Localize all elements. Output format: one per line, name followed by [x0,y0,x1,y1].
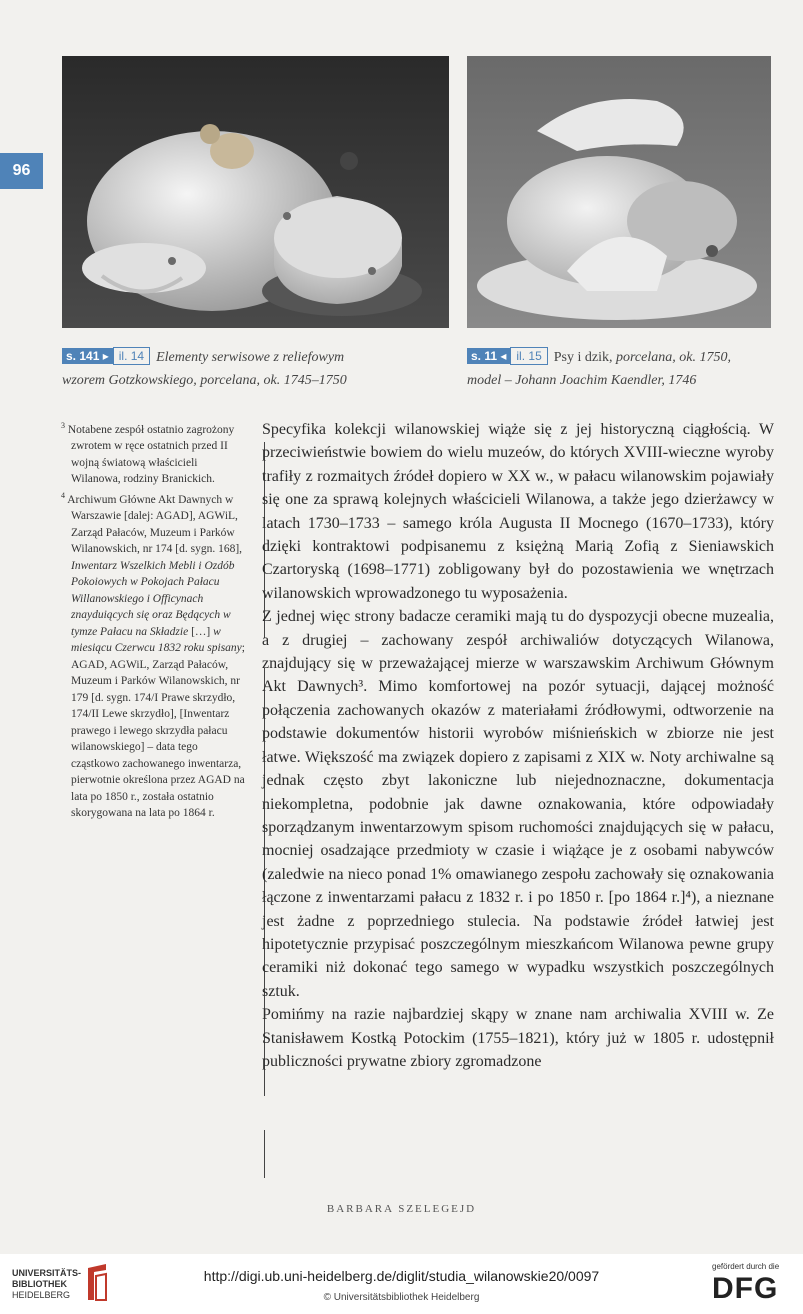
permalink-url[interactable]: http://digi.ub.uni-heidelberg.de/diglit/studia_wilanowskie20/0097 [203,1268,600,1284]
caption-text-italic: porcelana, ok. 1750, [615,350,731,365]
caption-text-line2: model – Johann Joachim Kaendler, 1746 [467,373,697,388]
illustration-number: il. 14 [113,347,150,365]
body-text [262,418,774,1073]
figure-caption-14 [62,346,452,392]
page-reference-link[interactable]: s. 11 ◂ [467,348,510,364]
page-reference-link[interactable]: s. 141 ▸ [62,348,113,364]
dogs-and-boar-image [467,56,771,328]
footnote-3: $^3$ Notabene zespół ostatnio zagrożony zwrotem w ręce ostatnich przed II wojną światową właścicieli Wilanowa, rodziny Branickich. [61,421,235,486]
dfg-logo: DFG [712,1272,779,1305]
figure-photo-porcelain-service [62,56,449,328]
library-logo: UNIVERSITÄTS- BIBLIOTHEK HEIDELBERG [12,1268,82,1300]
running-footer-author: BARBARA SZELEGEJD [326,1203,477,1215]
footnote-4: $^4$ Archiwum Główne Akt Dawnych w Warszawie [dalej: AGAD], AGWiL, Zarząd Pałaców, Muzeum i Parków Wilanowskich, nr 174 [d. sygn. 168], Inwentarz Wszelkich Mebli i Ozdób Pokoiowych w Pokojach Pałacu Willanowskiego i Officynach znayduiących się oraz Będących w tymze Pałacu na Składzie […] w miesiącu Czerwcu 1832 roku spisany; AGAD, AGWiL, Zarząd Pałaców, Muzeum i Parków Wilanowskich, nr 179 [d. sygn. 174/I Prawe skrzydło, 174/II Lewe skrzydło], [Inwentarz prawego i lewego skrzydła pałacu wilanowskiego] – data tego cząstkowo zachowanego inwentarza, pierwotnie określona przez AGAD na lata po 1850 r., została ostatnio skorygowana na lata po 1864 r. [61,490,245,820]
caption-text-line2: wzorem Gotzkowskiego, porcelana, ok. 1745–1750 [62,373,347,388]
paragraph-rule [264,1130,265,1178]
porcelain-service-image [62,56,449,328]
footnotes [61,418,247,822]
caption-text-line1: Elementy serwisowe z reliefowym [156,350,345,365]
illustration-number: il. 15 [510,347,547,365]
paragraph: Z jednej więc strony badacze ceramiki mają tu do dyspozycji obecne muzealia, a z drugiej – zachowany zespół archiwaliów dotyczących Wilanowa, znajdujący się w przeważającej mierze w warszawskim Archiwum Głównym Akt Dawnych³. Mimo komfortowej na pozór sytuacji, dającej możność połączenia zachowanych okazów z materiałami źródłowymi, odtworzenie na podstawie dokumentów historii wyrobów miśnieńskich w zbiorze nie jest łatwe. Większość ma związek dopiero z zapisami z XIX w. Noty archiwalne są jednak często zbyt lakoniczne lub niejednoznaczne, dokumentacja niekompletna, podobnie jak dawne oznakowania, które odpowiadały sporządzanym inwentarzowym spisom ruchomości znajdujących się w pałacu, mocniej osadzające przedmioty w czasie i wiążące je z osobami nabywców (zaledwie na nieco ponad 1% omawianego zespołu zachowały się oznakowania łączone z inwentarzami pałacu z 1832 r. i po 1850 r. [po 1864 r.]⁴), a nieznane jest żadne z poprzedniego stulecia. Na podstawie źródeł łatwiej jest hipotetycznie przypisać poszczególnym mieszkańcom Wilanowa pewne grupy ceramiki niż dokonać tego samego w wypadku wszystkich poszczególnych sztuk. [262,608,774,1000]
page-number: 96 [0,153,43,189]
figure-photo-dogs-and-boar [467,56,771,328]
figure-caption-15 [467,346,777,392]
dfg-funding-label: gefördert durch die [712,1262,780,1271]
copyright-notice: © Universitätsbibliothek Heidelberg [323,1292,480,1303]
paragraph: Specyfika kolekcji wilanowskiej wiąże się z jej historyczną ciągłością. W przeciwieństwie bowiem do wielu muzeów, do których XVIII-wieczne wyroby trafiły z rozmaitych źródeł dopiero w XX w., w pałacu wilanowskim pojawiały się one za sprawą kolejnych właścicieli Wilanowa, a także jego dzierżawcy w latach 1730–1733 – samego króla Augusta II Mocnego (1670–1733), który dzięki kontraktowi podpisanemu z księżną Marią Zofią z Sieniawskich Czartoryską (1698–1771) zobligowany był do pozostawienia we wnętrzach wilanowskich wprowadzonego tu wyposażenia. [262,421,774,602]
caption-text-plain: Psy i dzik, [553,350,616,365]
digitization-footer [0,1254,803,1314]
paragraph: Pomińmy na razie najbardziej skąpy w znane nam archiwalia XVIII w. Ze Stanisławem Kostką Potockim (1755–1821), który już w 1805 r. udostępnił publiczności prywatne zbiory zgromadzone [262,1006,774,1070]
